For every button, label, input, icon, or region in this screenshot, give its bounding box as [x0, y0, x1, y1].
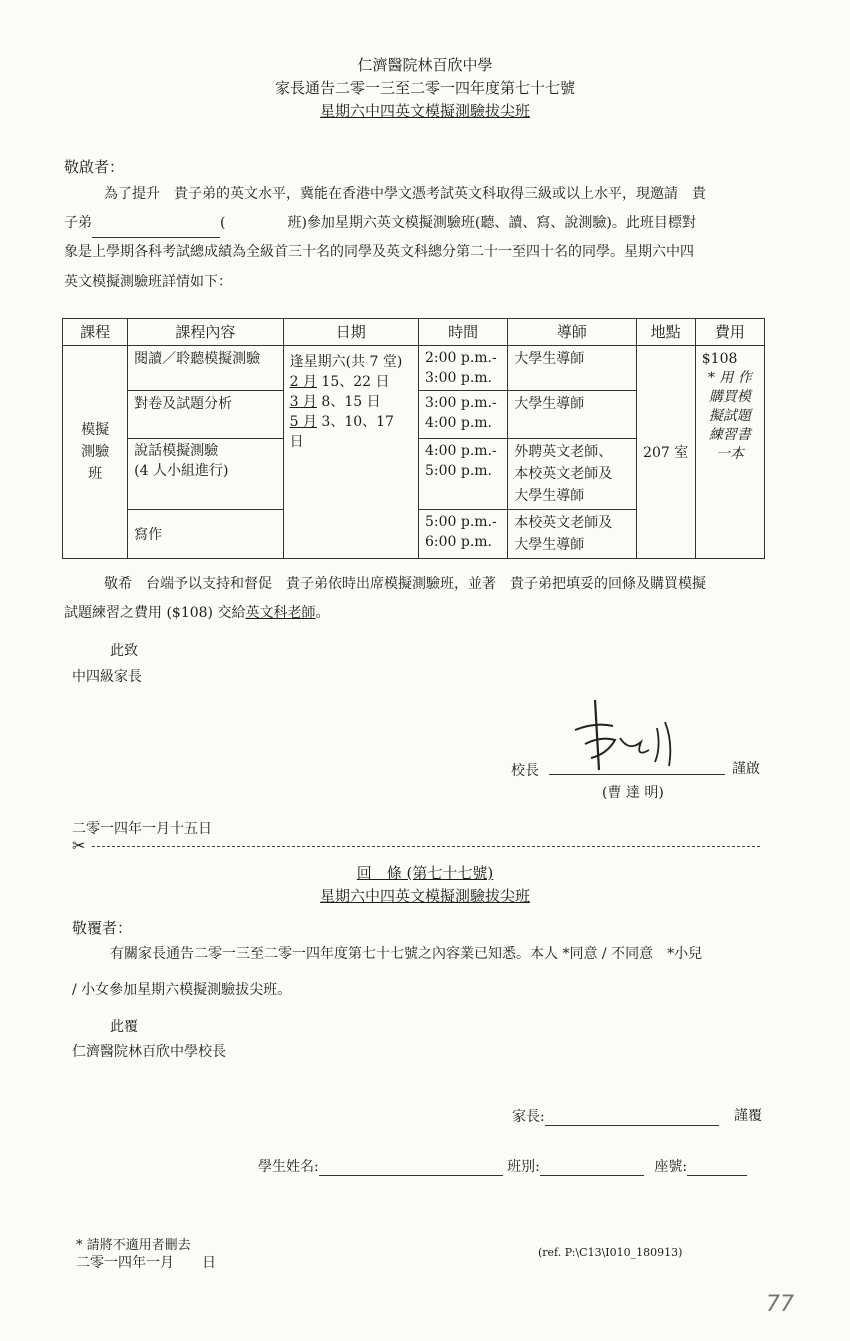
course-name: 模擬測驗班 [81, 422, 110, 482]
class-field[interactable] [540, 1159, 644, 1176]
time-start: 5:00 p.m.- [424, 514, 497, 530]
school-name: 仁濟醫院林百欣中學 [357, 56, 493, 74]
reply-title-text: 回 條 (第七十七號) [356, 864, 494, 882]
student-name-label: 學生姓名: [258, 1159, 319, 1175]
para2-line2 [64, 599, 329, 628]
tutor-cell [508, 346, 636, 391]
time-end: 5:00 p.m. [424, 463, 493, 479]
jin-qi: 謹啟 [732, 761, 760, 777]
notice-title: 星期六中四英文模擬測驗拔尖班 [319, 102, 530, 120]
seat-field[interactable] [687, 1159, 747, 1176]
reply-date: 二零一四年一月 日 [76, 1255, 216, 1271]
student-info-row [258, 1156, 747, 1176]
time-end: 4:00 p.m. [424, 415, 493, 431]
fee-note-line: 購買模 [708, 389, 751, 405]
tutor-cell [508, 391, 636, 439]
para2-line2-c: 。 [315, 605, 330, 621]
letter-date: 二零一四年一月十五日 [72, 821, 212, 837]
principal-name: (曹 達 明) [602, 785, 664, 801]
table-header-cell: 地點 [636, 319, 695, 346]
tutor-line: 大學生導師 [514, 351, 585, 367]
date-days-may: 3、10、17 日 [289, 414, 394, 450]
time-cell [418, 346, 507, 391]
content-reading: 閱讀／聆聽模擬測驗 [134, 351, 261, 367]
time-start: 4:00 p.m.- [424, 443, 497, 459]
parent-label: 家長: [512, 1109, 545, 1125]
tutor-cell [508, 510, 636, 559]
principal-signature [565, 692, 695, 778]
time-cell [418, 510, 507, 559]
fee-note-line: 一本 [715, 446, 744, 462]
time-start: 3:00 p.m.- [424, 395, 497, 411]
reply-subtitle-text: 星期六中四英文模擬測驗拔尖班 [319, 887, 530, 905]
content-speaking-note: (4 人小組進行) [134, 463, 229, 479]
fee-note-line: 擬試題 [708, 408, 751, 424]
tutor-line: 外聘英文老師、 [514, 444, 613, 460]
date-line2 [290, 372, 412, 392]
time-end: 6:00 p.m. [424, 534, 493, 550]
venue: 207 室 [643, 445, 689, 461]
para1-line2-b: ( [220, 215, 226, 231]
content-analysis: 對卷及試題分析 [134, 396, 233, 412]
cut-line [92, 846, 760, 847]
date-days-feb: 15、22 日 [321, 374, 390, 390]
date-line4 [290, 412, 412, 452]
footnote: * 請將不適用者刪去 [76, 1238, 191, 1253]
reply-recipient: 仁濟醫院林百欣中學校長 [72, 1044, 226, 1060]
content-cell [128, 439, 283, 510]
para1-line3: 象是上學期各科考試總成績為全級首三十名的同學及英文科總分第二十一至四十名的同學。星期六中四 [64, 244, 694, 260]
para2-line2-a: 試題練習之費用 ($108) 交給 [64, 605, 246, 621]
date-days-mar: 8、15 日 [321, 394, 381, 410]
course-table [62, 318, 765, 559]
para1-line2-a: 子弟 [64, 215, 92, 231]
table-header-cell: 導師 [508, 319, 636, 346]
table-header-cell: 費用 [695, 319, 764, 346]
fee-note-line: 練習書 [708, 427, 751, 443]
student-name-blank [92, 221, 220, 238]
letter-recipient: 中四級家長 [72, 669, 142, 685]
salutation: 敬啟者： [64, 158, 125, 176]
date-cell [283, 346, 418, 559]
tutor-line: 大學生導師 [514, 488, 585, 504]
ci-zhi: 此致 [110, 643, 138, 659]
principal-label: 校長 [511, 763, 539, 779]
reference: (ref. P:\C13\I010_180913) [538, 1246, 683, 1259]
time-start: 2:00 p.m.- [424, 350, 497, 366]
jin-fu: 謹覆 [734, 1108, 762, 1124]
table-header-cell: 時間 [418, 319, 507, 346]
reply-salutation: 敬覆者： [72, 919, 133, 937]
reply-title [0, 862, 850, 883]
table-header-cell: 日期 [283, 319, 418, 346]
content-cell [128, 510, 283, 559]
tutor-line: 本校英文老師及 [514, 466, 613, 482]
date-line1: 逢星期六(共 7 堂) [289, 354, 403, 370]
time-cell [418, 439, 507, 510]
date-month-may: 5 月 [289, 414, 317, 430]
fee-note-line: * 用 作 [707, 370, 752, 386]
table-header-cell: 課程內容 [128, 319, 283, 346]
time-cell [418, 391, 507, 439]
content-cell [128, 391, 283, 439]
reply-body-line2: / 小女參加星期六模擬測驗拔尖班。 [72, 982, 292, 998]
para2-english-teacher: 英文科老師 [245, 605, 316, 621]
para1-line1: 為了提升 貴子弟的英文水平，冀能在香港中學文憑考試英文科取得三級或以上水平，現邀請 貴 [104, 186, 706, 202]
student-name-field[interactable] [319, 1159, 503, 1176]
para1-line4: 英文模擬測驗班詳情如下： [64, 274, 232, 290]
course-name-cell [63, 346, 128, 559]
fee-cell [695, 346, 764, 559]
tutor-line: 本校英文老師及 [514, 515, 613, 531]
scissors-icon: ✂ [72, 836, 86, 855]
table-header-row [63, 319, 765, 346]
table-row [63, 346, 765, 391]
table-header-cell: 課程 [63, 319, 128, 346]
tutor-line: 大學生導師 [514, 537, 585, 553]
date-month-mar: 3 月 [289, 394, 317, 410]
parent-signature-row [512, 1106, 719, 1126]
parent-signature-field[interactable] [545, 1109, 719, 1126]
para2-line1: 敬希 台端予以支持和督促 貴子弟依時出席模擬測驗班，並著 貴子弟把填妥的回條及購買模擬 [104, 576, 706, 592]
fee-amount: $108 [701, 351, 738, 367]
content-writing: 寫作 [134, 527, 163, 543]
para1-line2 [64, 209, 696, 238]
content-cell [128, 346, 283, 391]
tutor-cell [508, 439, 636, 510]
notice-number: 家長通告二零一三至二零一四年度第七十七號 [274, 79, 575, 97]
class-label: 班別: [507, 1159, 540, 1175]
para1-line2-c: 班)參加星期六英文模擬測驗班(聽、讀、寫、說測驗)。此班目標對 [287, 215, 696, 231]
ci-fu: 此覆 [110, 1019, 138, 1035]
time-end: 3:00 p.m. [424, 370, 493, 386]
venue-cell [636, 346, 695, 559]
seat-label: 座號: [654, 1159, 688, 1175]
page-mark: 77 [766, 1292, 794, 1317]
date-line3 [290, 392, 412, 412]
tutor-line: 大學生導師 [514, 396, 585, 412]
reply-body-line1: 有關家長通告二零一三至二零一四年度第七十七號之內容業已知悉。本人 *同意 / 不同意 *小兒 [110, 946, 703, 962]
content-speaking: 說話模擬測驗 [134, 443, 219, 459]
reply-subtitle [0, 885, 850, 906]
date-month-feb: 2 月 [289, 374, 317, 390]
